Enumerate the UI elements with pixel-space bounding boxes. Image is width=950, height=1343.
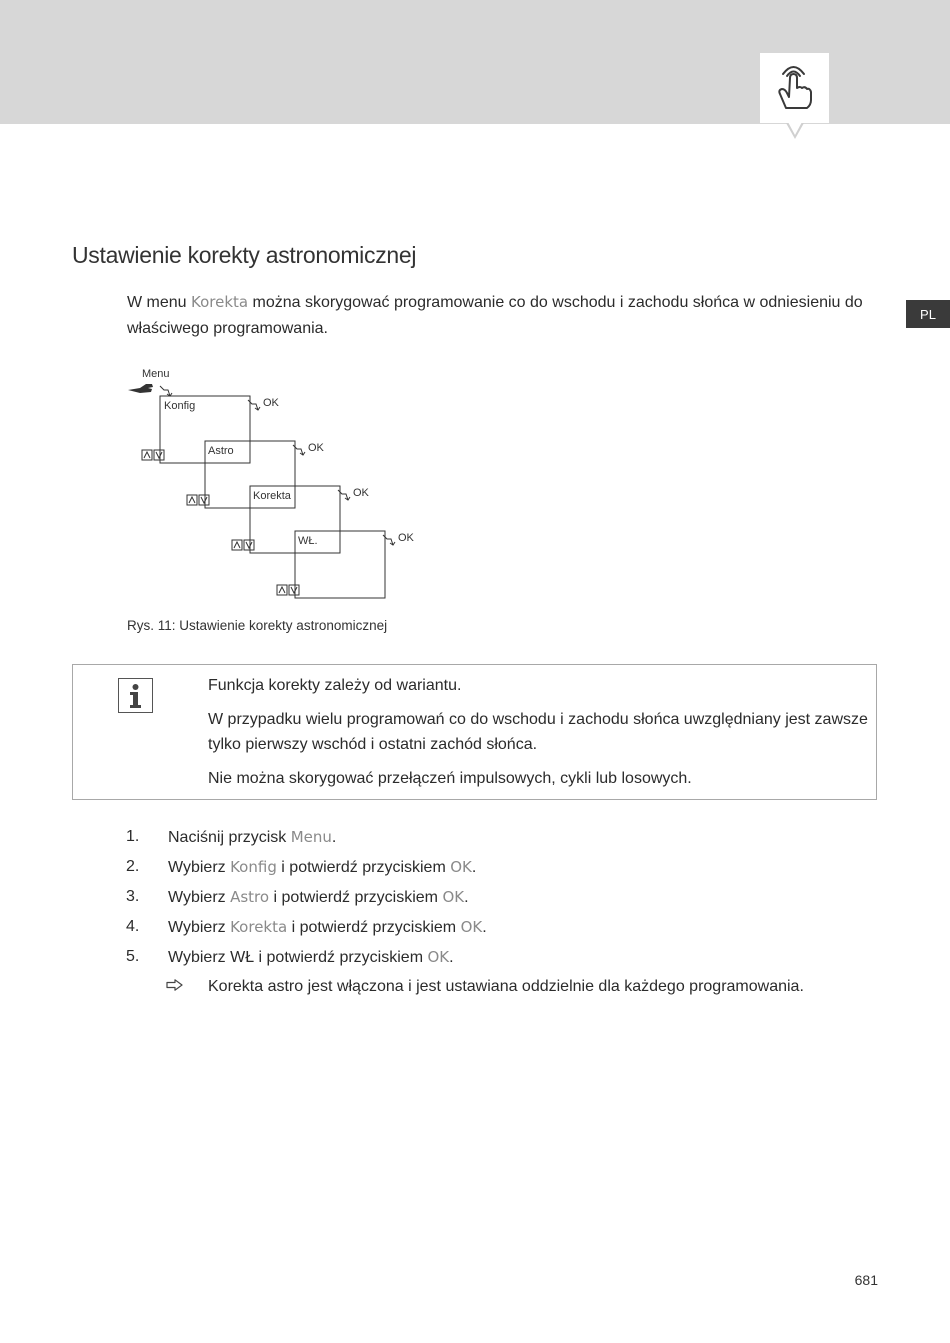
note-paragraph: W przypadku wielu programowań co do wschodu i zachodu słońca uwzględniany jest zawsze tylko pierwszy wschód i ostatni zachód słońca. bbox=[208, 711, 868, 753]
diagram-ok-label-3: OK bbox=[353, 487, 369, 499]
key-ok: OK bbox=[427, 948, 450, 966]
up-down-keys-icon bbox=[232, 540, 254, 550]
steps-list bbox=[126, 824, 886, 974]
touch-tab bbox=[760, 53, 829, 123]
step-item bbox=[126, 854, 886, 884]
key-menu: Menu bbox=[290, 828, 332, 846]
figure-caption: Rys. 11: Ustawienie korekty astronomicznej bbox=[127, 618, 388, 633]
step-item bbox=[126, 824, 886, 854]
step-item bbox=[126, 944, 886, 974]
step-number: 5. bbox=[126, 948, 140, 965]
diagram-box-label-konfig: Konfig bbox=[164, 400, 196, 412]
step-text: Wybierz WŁ i potwierdź przyciskiem OK. bbox=[168, 948, 454, 966]
language-tab[interactable]: PL bbox=[906, 300, 950, 328]
key-korekta: Korekta bbox=[230, 918, 288, 936]
step-text: Wybierz Korekta i potwierdź przyciskiem OK. bbox=[168, 918, 487, 936]
info-icon bbox=[118, 678, 153, 713]
result-arrow-icon bbox=[166, 974, 208, 1000]
intro-key-korekta: Korekta bbox=[191, 293, 249, 311]
step-item bbox=[126, 914, 886, 944]
press-arrow-icon bbox=[160, 386, 172, 396]
result-text: Korekta astro jest włączona i jest ustawiana oddzielnie dla każdego programowania. bbox=[208, 978, 804, 996]
note-paragraph: Funkcja korekty zależy od wariantu. bbox=[208, 677, 462, 694]
key-astro: Astro bbox=[230, 888, 270, 906]
step-item bbox=[126, 884, 886, 914]
key-ok: OK bbox=[460, 918, 483, 936]
page-number: 681 bbox=[854, 1272, 878, 1288]
up-down-keys-icon bbox=[142, 450, 164, 460]
up-down-keys-icon bbox=[187, 495, 209, 505]
section-title: Ustawienie korekty astronomicznej bbox=[72, 242, 417, 268]
note-text bbox=[208, 673, 873, 800]
pointing-hand-icon bbox=[128, 384, 153, 393]
diagram-ok-label-4: OK bbox=[398, 532, 414, 544]
note-paragraph: Nie można skorygować przełączeń impulsowych, cykli lub losowych. bbox=[208, 770, 692, 787]
key-ok: OK bbox=[442, 888, 465, 906]
step-number: 1. bbox=[126, 828, 140, 845]
step-number: 2. bbox=[126, 858, 140, 875]
up-down-keys-icon bbox=[277, 585, 299, 595]
step-number: 3. bbox=[126, 888, 140, 905]
key-konfig: Konfig bbox=[230, 858, 277, 876]
step-text: Wybierz Astro i potwierdź przyciskiem OK. bbox=[168, 888, 469, 906]
result-line bbox=[166, 974, 886, 1000]
touch-hand-icon bbox=[774, 64, 816, 112]
step-number: 4. bbox=[126, 918, 140, 935]
diagram-ok-label-1: OK bbox=[263, 397, 279, 409]
tab-pointer bbox=[786, 123, 804, 139]
intro-text-post: można skorygować programowanie co do wschodu i zachodu słońca w odniesieniu do właściwego programowania. bbox=[127, 294, 863, 337]
menu-navigation-diagram bbox=[126, 364, 426, 604]
step-text: Naciśnij przycisk Menu. bbox=[168, 828, 337, 846]
intro-text-pre: W menu bbox=[127, 294, 192, 311]
key-ok: OK bbox=[450, 858, 472, 876]
intro-paragraph bbox=[127, 289, 877, 342]
diagram-box-label-korekta: Korekta bbox=[253, 490, 291, 502]
diagram-box-label-astro: Astro bbox=[208, 445, 234, 457]
diagram-box-label-wl: WŁ. bbox=[298, 535, 318, 547]
diagram-ok-label-2: OK bbox=[308, 442, 324, 454]
step-text: Wybierz Konfig i potwierdź przyciskiem OK. bbox=[168, 858, 477, 876]
diagram-menu-label: Menu bbox=[142, 368, 170, 380]
